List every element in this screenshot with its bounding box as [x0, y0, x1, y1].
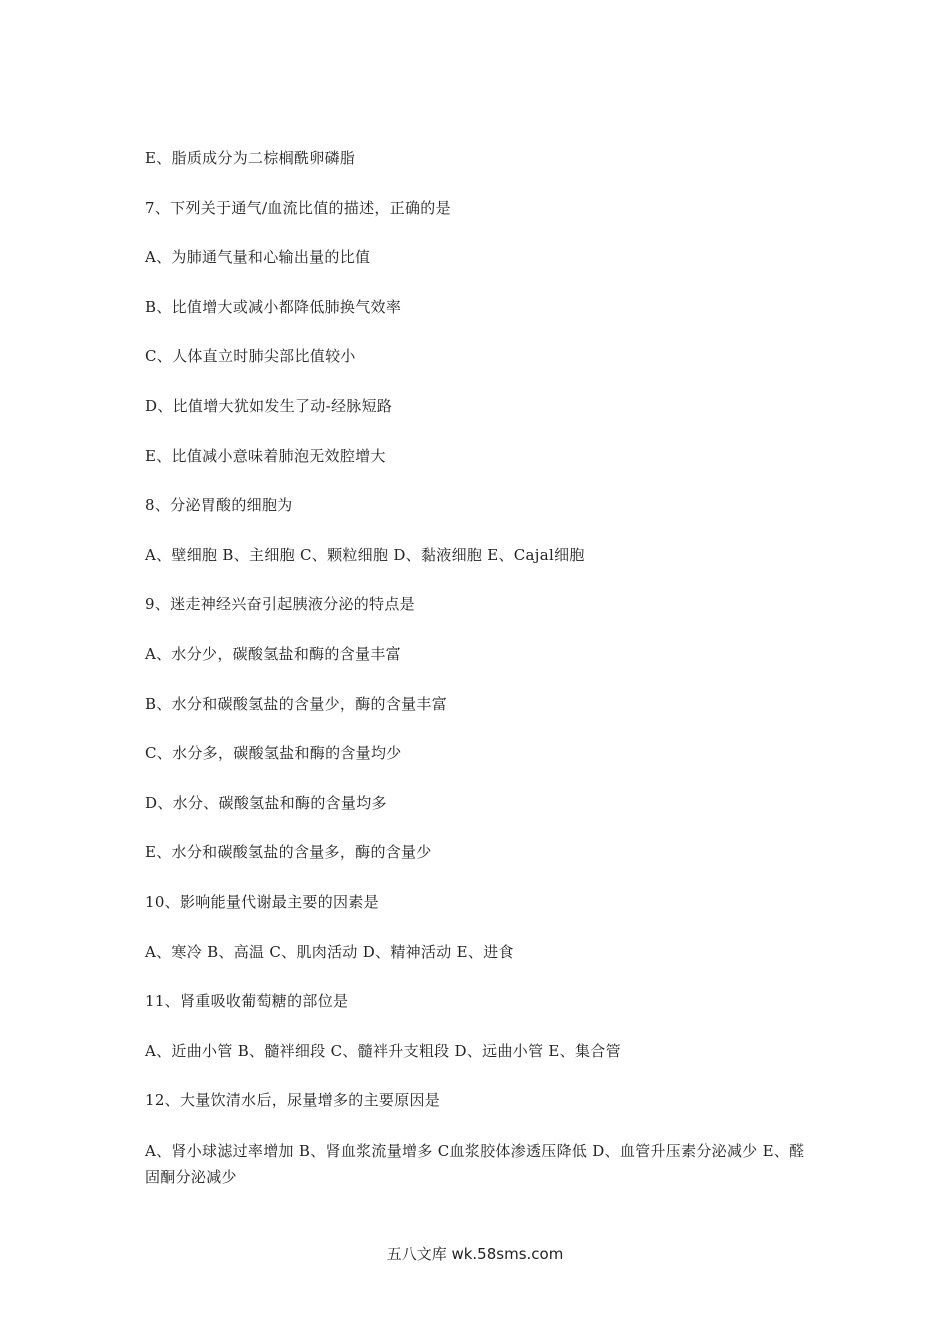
question-7: 7、下列关于通气/血流比值的描述，正确的是 — [145, 198, 451, 217]
question-9: 9、迷走神经兴奋引起胰液分泌的特点是 — [145, 595, 415, 614]
option-e-q7: E、比值减小意味着肺泡无效腔增大 — [145, 446, 386, 465]
question-10: 10、影响能量代谢最主要的因素是 — [145, 892, 379, 911]
option-d-q9: D、水分、碳酸氢盐和酶的含量均多 — [145, 793, 387, 812]
option-d-q7: D、比值增大犹如发生了动-经脉短路 — [145, 396, 393, 415]
option-e-q9: E、水分和碳酸氢盐的含量多，酶的含量少 — [145, 843, 432, 862]
option-a-q7: A、为肺通气量和心输出量的比值 — [145, 248, 371, 267]
option-b-q7: B、比值增大或减小都降低肺换气效率 — [145, 297, 402, 316]
options-q12: A、肾小球滤过率增加 B、肾血浆流量增多 C血浆胶体渗透压降低 D、血管升压素分泌减少 E、醛固酮分泌减少 — [145, 1141, 805, 1186]
option-e-q6: E、脂质成分为二棕榈酰卵磷脂 — [145, 149, 356, 167]
option-c-q9: C、水分多，碳酸氢盐和酶的含量均少 — [145, 744, 402, 763]
options-q8: A、壁细胞 B、主细胞 C、颗粒细胞 D、黏液细胞 E、Cajal细胞 — [145, 545, 585, 564]
options-q10: A、寒冷 B、高温 C、肌肉活动 D、精神活动 E、进食 — [145, 942, 514, 961]
options-q11: A、近曲小管 B、髓袢细段 C、髓袢升支粗段 D、远曲小管 E、集合管 — [145, 1041, 621, 1060]
question-12: 12、大量饮清水后，尿量增多的主要原因是 — [145, 1091, 441, 1110]
option-c-q7: C、人体直立时肺尖部比值较小 — [145, 347, 356, 366]
question-11: 11、肾重吸收葡萄糖的部位是 — [145, 992, 349, 1011]
footer-watermark: 五八文库 wk.58sms.com — [386, 1245, 564, 1263]
option-b-q9: B、水分和碳酸氢盐的含量少，酶的含量丰富 — [145, 694, 448, 713]
option-a-q9: A、水分少，碳酸氢盐和酶的含量丰富 — [145, 644, 401, 663]
question-8: 8、分泌胃酸的细胞为 — [145, 496, 293, 515]
document-body — [145, 146, 810, 1215]
